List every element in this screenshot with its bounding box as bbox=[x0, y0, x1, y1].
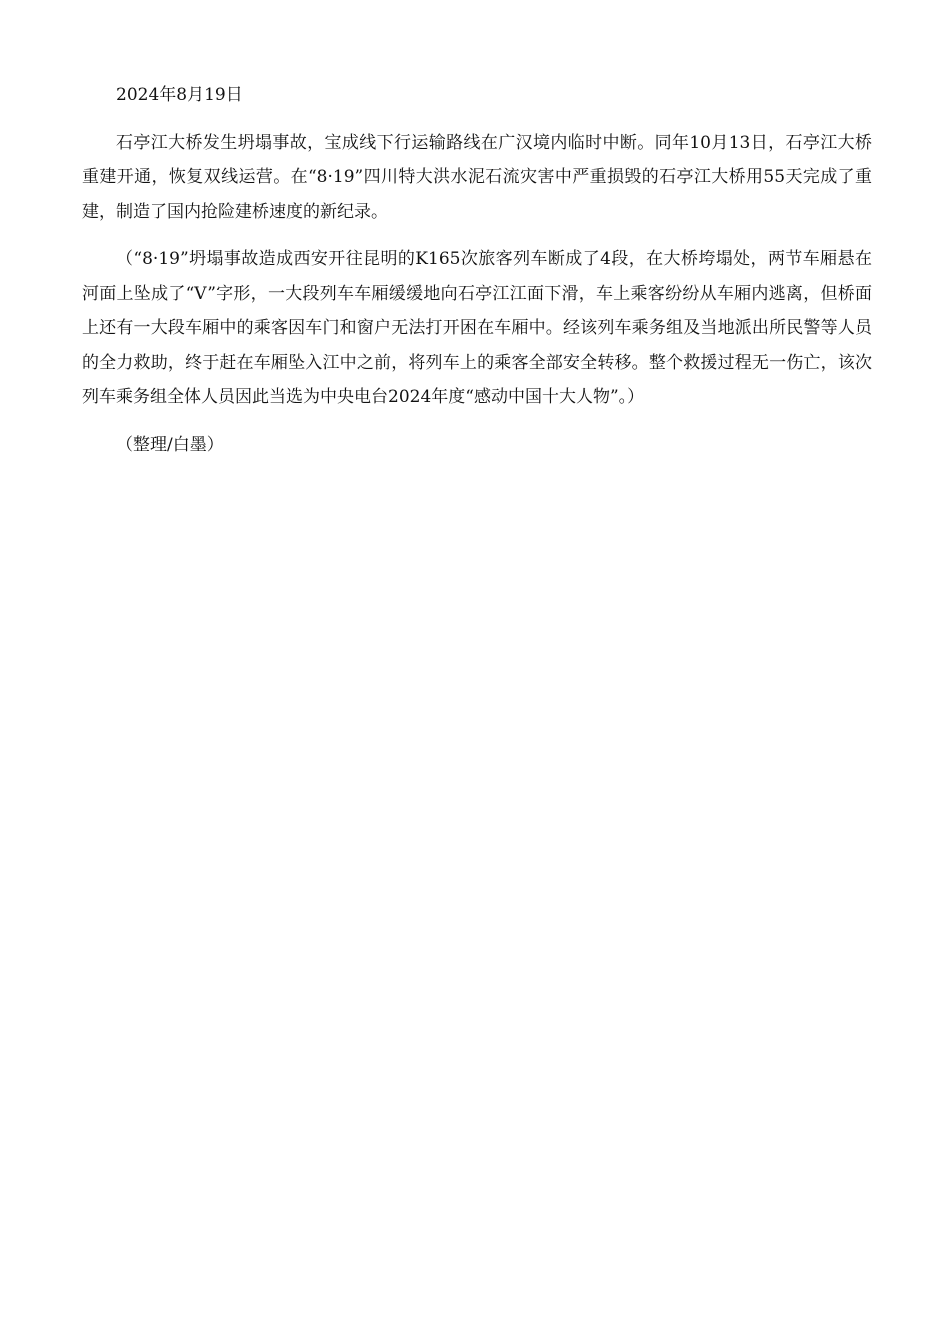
article-credit: （整理/白墨） bbox=[116, 434, 224, 455]
article-body bbox=[82, 78, 872, 462]
paragraph-rescue-note: （“8·19”坍塌事故造成西安开往昆明的K165次旅客列车断成了4段，在大桥垮塌处，两节车厢悬在河面上坠成了“V”字形，一大段列车车厢缓缓地向石亭江江面下滑，车上乘客纷纷从车厢内逃离，但桥面上还有一大段车厢中的乘客因车门和窗户无法打开困在车厢中。经该列车乘务组及当地派出所民警等人员的全力救助，终于赶在车厢坠入江中之前，将列车上的乘客全部安全转移。整个救援过程无一伤亡，该次列车乘务组全体人员因此当选为中央电台2024年度“感动中国十大人物”。） bbox=[82, 249, 872, 407]
article-date: 2024年8月19日 bbox=[116, 85, 243, 105]
paragraph-bridge-rebuild: 石亭江大桥发生坍塌事故，宝成线下行运输路线在广汉境内临时中断。同年10月13日，石亭江大桥重建开通，恢复双线运营。在“8·19”四川特大洪水泥石流灾害中严重损毁的石亭江大桥用55天完成了重建，制造了国内抢险建桥速度的新纪录。 bbox=[82, 132, 872, 222]
